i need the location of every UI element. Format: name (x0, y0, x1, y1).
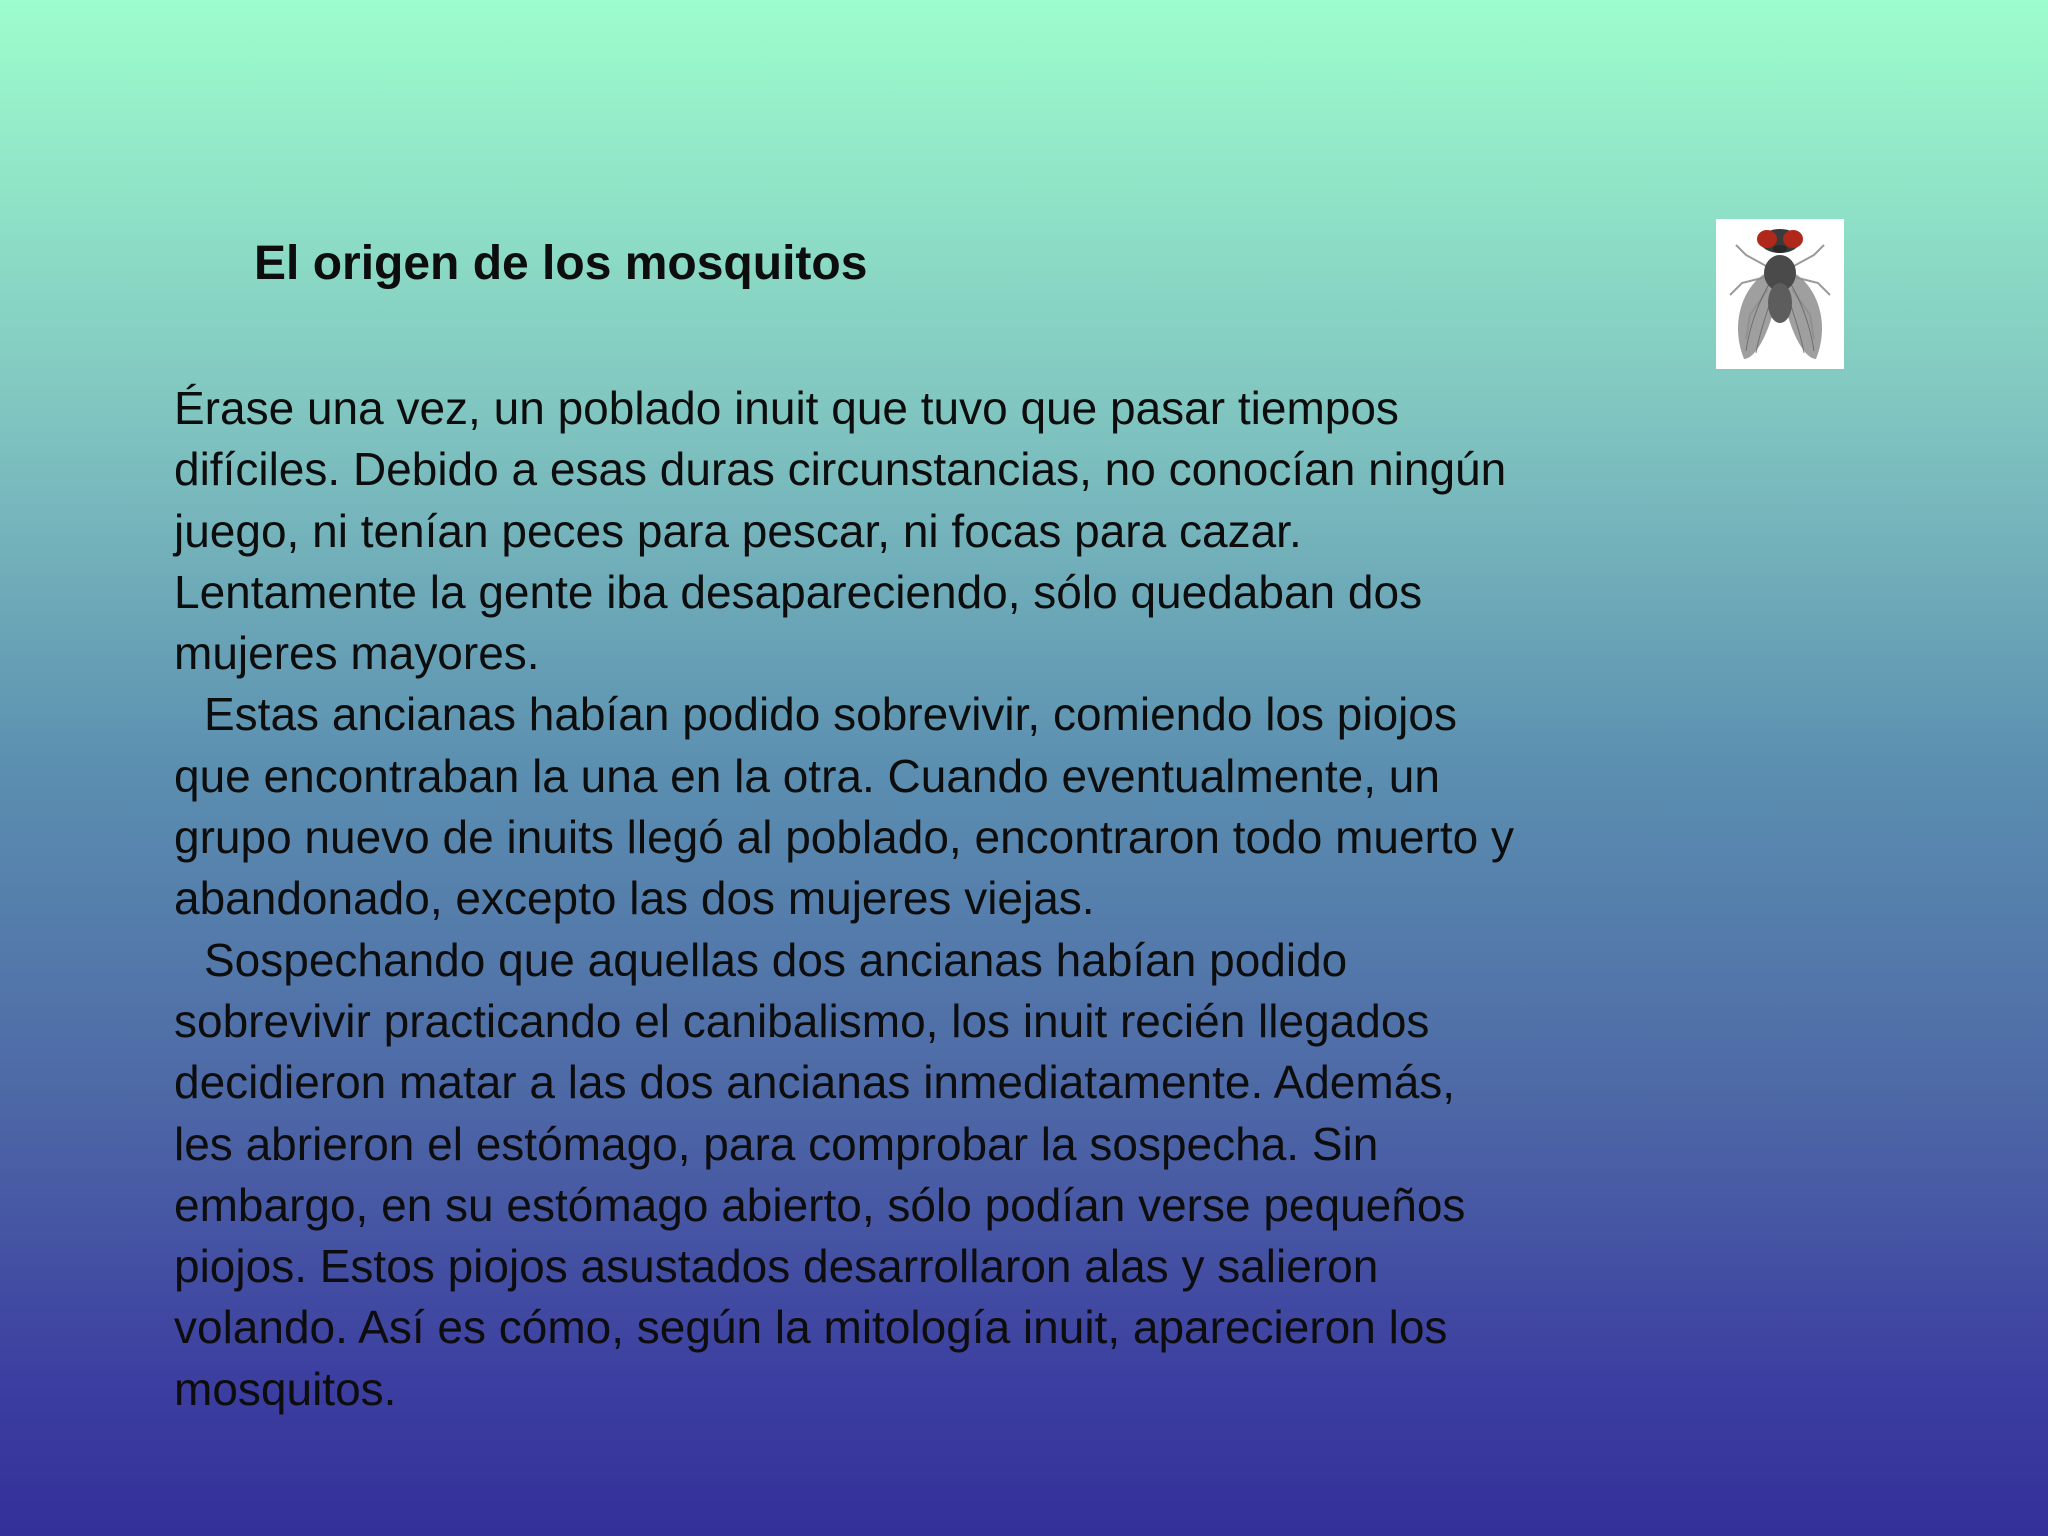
text-line: difíciles. Debido a esas duras circunstancias, no conocían ningún (174, 443, 1507, 496)
story-text (174, 378, 1714, 1420)
text-line: que encontraban la una en la otra. Cuando eventualmente, un (174, 749, 1440, 802)
slide-title: El origen de los mosquitos (254, 237, 868, 290)
fly-icon (1716, 219, 1844, 369)
text-line: volando. Así es cómo, según la mitología inuit, aparecieron los (174, 1301, 1448, 1354)
fly-image (1716, 219, 1844, 369)
text-line: grupo nuevo de inuits llegó al poblado, encontraron todo muerto y (174, 811, 1515, 864)
text-line: mujeres mayores. (174, 627, 540, 680)
text-line: Lentamente la gente iba desapareciendo, sólo quedaban dos (174, 565, 1423, 618)
text-line: mosquitos. (174, 1362, 397, 1415)
text-line: Estas ancianas habían podido sobrevivir, comiendo los piojos (204, 688, 1457, 741)
text-line: Sospechando que aquellas dos ancianas habían podido (204, 933, 1348, 986)
text-line: Érase una vez, un poblado inuit que tuvo que pasar tiempos (174, 382, 1399, 434)
text-line: piojos. Estos piojos asustados desarrollaron alas y salieron (174, 1240, 1379, 1293)
text-line: juego, ni tenían peces para pescar, ni focas para cazar. (174, 504, 1302, 557)
text-line: embargo, en su estómago abierto, sólo podían verse pequeños (174, 1178, 1466, 1231)
text-line: decidieron matar a las dos ancianas inmediatamente. Además, (174, 1056, 1456, 1109)
text-line: abandonado, excepto las dos mujeres viejas. (174, 872, 1095, 925)
text-line: sobrevivir practicando el canibalismo, los inuit recién llegados (174, 994, 1430, 1047)
text-line: les abrieron el estómago, para comprobar la sospecha. Sin (174, 1117, 1379, 1170)
